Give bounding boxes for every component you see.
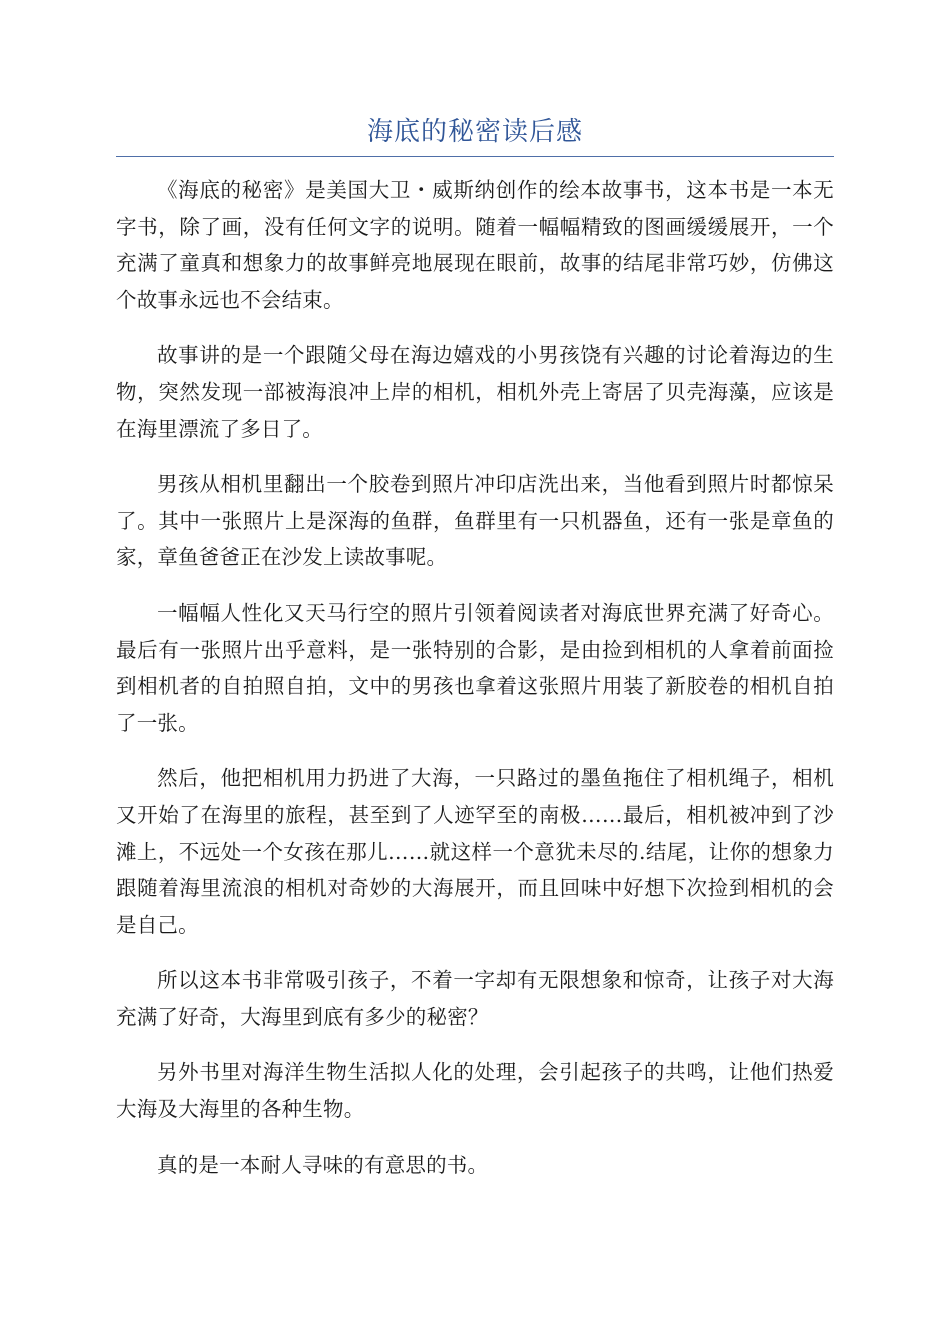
paragraph-4: 一幅幅人性化又天马行空的照片引领着阅读者对海底世界充满了好奇心。最后有一张照片出乎意料，是一张特别的合影，是由捡到相机的人拿着前面捡到相机者的自拍照自拍，文中的男孩也拿着这张照片用装了新胶卷的相机自拍了一张。	[116, 600, 834, 735]
title-block	[116, 112, 834, 157]
document-body	[116, 172, 834, 1202]
document-title: 海底的秘密读后感	[366, 117, 583, 147]
paragraph-8: 真的是一本耐人寻味的有意思的书。	[157, 1152, 489, 1177]
paragraph-3: 男孩从相机里翻出一个胶卷到照片冲印店洗出来，当他看到照片时都惊呆了。其中一张照片上是深海的鱼群，鱼群里有一只机器鱼，还有一张是章鱼的家，章鱼爸爸正在沙发上读故事呢。	[116, 472, 834, 570]
paragraph-6: 所以这本书非常吸引孩子，不着一字却有无限想象和惊奇，让孩子对大海充满了好奇，大海里到底有多少的秘密？	[116, 968, 834, 1029]
paragraph-7: 另外书里对海洋生物生活拟人化的处理，会引起孩子的共鸣，让他们热爱大海及大海里的各种生物。	[116, 1060, 834, 1122]
paragraph-1: 《海底的秘密》是美国大卫・威斯纳创作的绘本故事书，这本书是一本无字书，除了画，没有任何文字的说明。随着一幅幅精致的图画缓缓展开，一个充满了童真和想象力的故事鲜亮地展现在眼前，故事的结尾非常巧妙，仿佛这个故事永远也不会结束。	[116, 178, 834, 312]
paragraph-5: 然后，他把相机用力扔进了大海，一只路过的墨鱼拖住了相机绳子，相机又开始了在海里的旅程，甚至到了人迹罕至的南极……最后，相机被冲到了沙滩上，不远处一个女孩在那儿……就这样一个意犹未尽的.结尾，让你的想象力跟随着海里流浪的相机对奇妙的大海展开，而且回味中好想下次捡到相机的会是自己。	[116, 766, 834, 937]
paragraph-2: 故事讲的是一个跟随父母在海边嬉戏的小男孩饶有兴趣的讨论着海边的生物，突然发现一部被海浪冲上岸的相机，相机外壳上寄居了贝壳海藻，应该是在海里漂流了多日了。	[116, 343, 834, 441]
